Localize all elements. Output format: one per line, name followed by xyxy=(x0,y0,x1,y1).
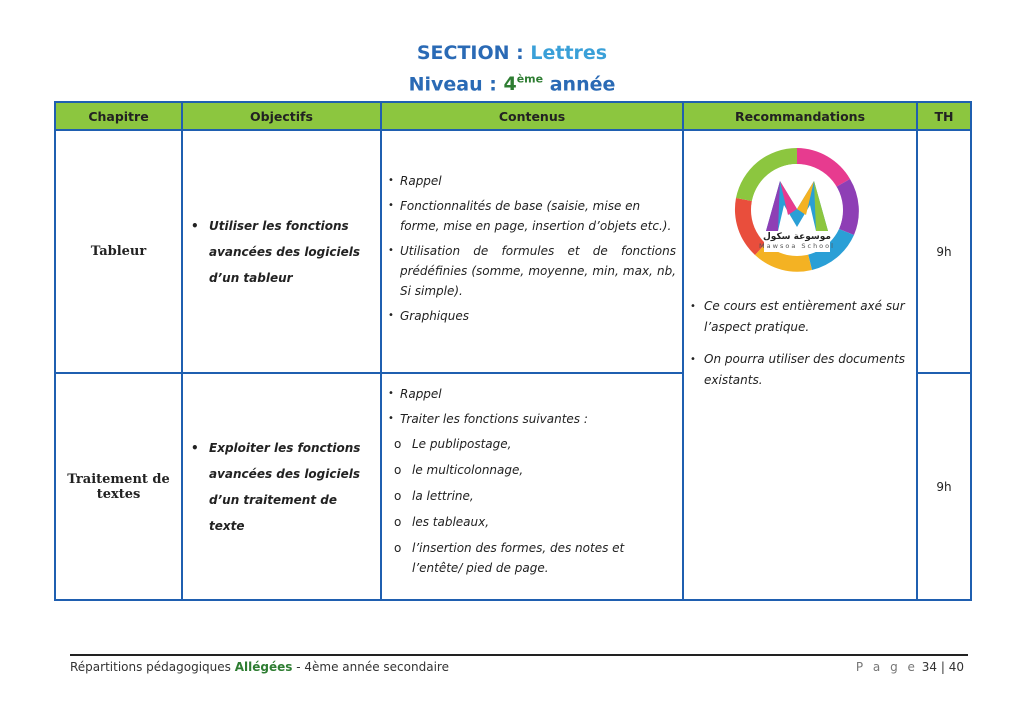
content-text: Traiter les fonctions suivantes : xyxy=(400,412,588,426)
footer-title xyxy=(70,660,449,674)
level-suffix: année xyxy=(543,73,616,96)
bullet-icon: • xyxy=(388,310,394,321)
footer-text-end: - 4ème année secondaire xyxy=(292,660,449,674)
chapter-cell: Traitement de textes xyxy=(55,373,182,600)
contents-cell xyxy=(381,130,683,373)
bullet-icon: • xyxy=(388,175,394,186)
subcontent-text: la lettrine, xyxy=(412,489,474,503)
sub-list-item xyxy=(388,460,676,480)
recommendations-list xyxy=(690,296,910,402)
logo-latin-text: Mawsoa School xyxy=(759,242,835,250)
objective-cell xyxy=(182,373,381,600)
sub-list-item xyxy=(388,538,676,578)
objective-text: Utiliser les fonctions avancées des logiciels d’un tableur xyxy=(209,218,361,285)
section-label: SECTION : xyxy=(416,42,531,64)
content-text: Rappel xyxy=(400,387,442,401)
chapter-cell: Tableur xyxy=(55,130,182,373)
circle-bullet-icon: o xyxy=(394,489,402,503)
page-label: P a g e xyxy=(855,660,918,674)
page-total: 40 xyxy=(948,660,964,674)
level-title xyxy=(0,73,1024,95)
column-header-recommandations: Recommandations xyxy=(683,102,917,130)
table-row xyxy=(55,130,971,373)
circle-bullet-icon: o xyxy=(394,463,402,477)
hours-cell: 9h xyxy=(917,373,971,600)
section-value: Lettres xyxy=(530,42,608,64)
bullet-icon: • xyxy=(388,388,394,399)
subcontent-text: les tableaux, xyxy=(412,515,490,529)
recommendations-cell xyxy=(683,130,917,600)
recommendation-text: On pourra utiliser des documents existants. xyxy=(704,352,906,387)
page-separator: | xyxy=(940,660,945,674)
list-item xyxy=(388,306,676,326)
objective-cell xyxy=(182,130,381,373)
bullet-icon: • xyxy=(388,413,394,424)
contents-cell xyxy=(381,373,683,600)
bullet-icon: • xyxy=(191,218,199,233)
hours-cell: 9h xyxy=(917,130,971,373)
circle-bullet-icon: o xyxy=(394,515,402,529)
page-number xyxy=(856,660,964,674)
level-label: Niveau : xyxy=(408,73,504,96)
circle-bullet-icon: o xyxy=(394,437,402,451)
column-header-th: TH xyxy=(917,102,971,130)
subcontent-text: Le publipostage, xyxy=(412,437,512,451)
objective-text: Exploiter les fonctions avancées des logiciels d’un traitement de texte xyxy=(209,440,361,533)
footer-text-bold: Allégées xyxy=(234,660,293,674)
section-title xyxy=(0,42,1024,64)
recommendation-text: Ce cours est entièrement axé sur l’aspect pratique. xyxy=(704,299,905,334)
list-item xyxy=(388,196,676,236)
mawsoa-school-logo xyxy=(730,143,864,277)
level-sup: ème xyxy=(516,73,544,86)
content-text: Fonctionnalités de base (saisie, mise en forme, mise en page, insertion d’objets etc.). xyxy=(400,199,672,233)
page-number-value: 34 xyxy=(921,660,938,674)
sub-list-item xyxy=(388,512,676,532)
subcontent-text: le multicolonnage, xyxy=(412,463,524,477)
level-number-value: 4 xyxy=(503,73,517,96)
logo-arabic-text: موسوعة سكول xyxy=(763,232,831,242)
bullet-icon: • xyxy=(388,200,394,211)
column-header-chapitre: Chapitre xyxy=(55,102,182,130)
content-text: Utilisation de formules et de fonctions prédéfinies (somme, moyenne, min, max, nb, Si simple). xyxy=(400,244,676,298)
list-item xyxy=(388,241,676,301)
bullet-icon: • xyxy=(690,301,696,312)
subcontent-text: l’insertion des formes, des notes et l’entête/ pied de page. xyxy=(412,541,625,575)
bullet-icon: • xyxy=(690,354,696,365)
list-item xyxy=(690,296,910,338)
repartition-table xyxy=(54,101,972,601)
bullet-icon: • xyxy=(388,245,394,256)
level-number xyxy=(503,73,543,95)
sub-list-item xyxy=(388,434,676,454)
content-text: Rappel xyxy=(400,174,442,188)
list-item xyxy=(690,349,910,391)
list-item xyxy=(388,409,676,429)
bullet-icon: • xyxy=(191,440,199,455)
footer-divider xyxy=(70,654,968,656)
list-item xyxy=(388,171,676,191)
list-item xyxy=(388,384,676,404)
sub-list-item xyxy=(388,486,676,506)
column-header-contenus: Contenus xyxy=(381,102,683,130)
content-text: Graphiques xyxy=(400,309,469,323)
footer-text-start: Répartitions pédagogiques xyxy=(70,660,235,674)
column-header-objectifs: Objectifs xyxy=(182,102,381,130)
circle-bullet-icon: o xyxy=(394,541,402,555)
table-header-row xyxy=(55,102,971,130)
